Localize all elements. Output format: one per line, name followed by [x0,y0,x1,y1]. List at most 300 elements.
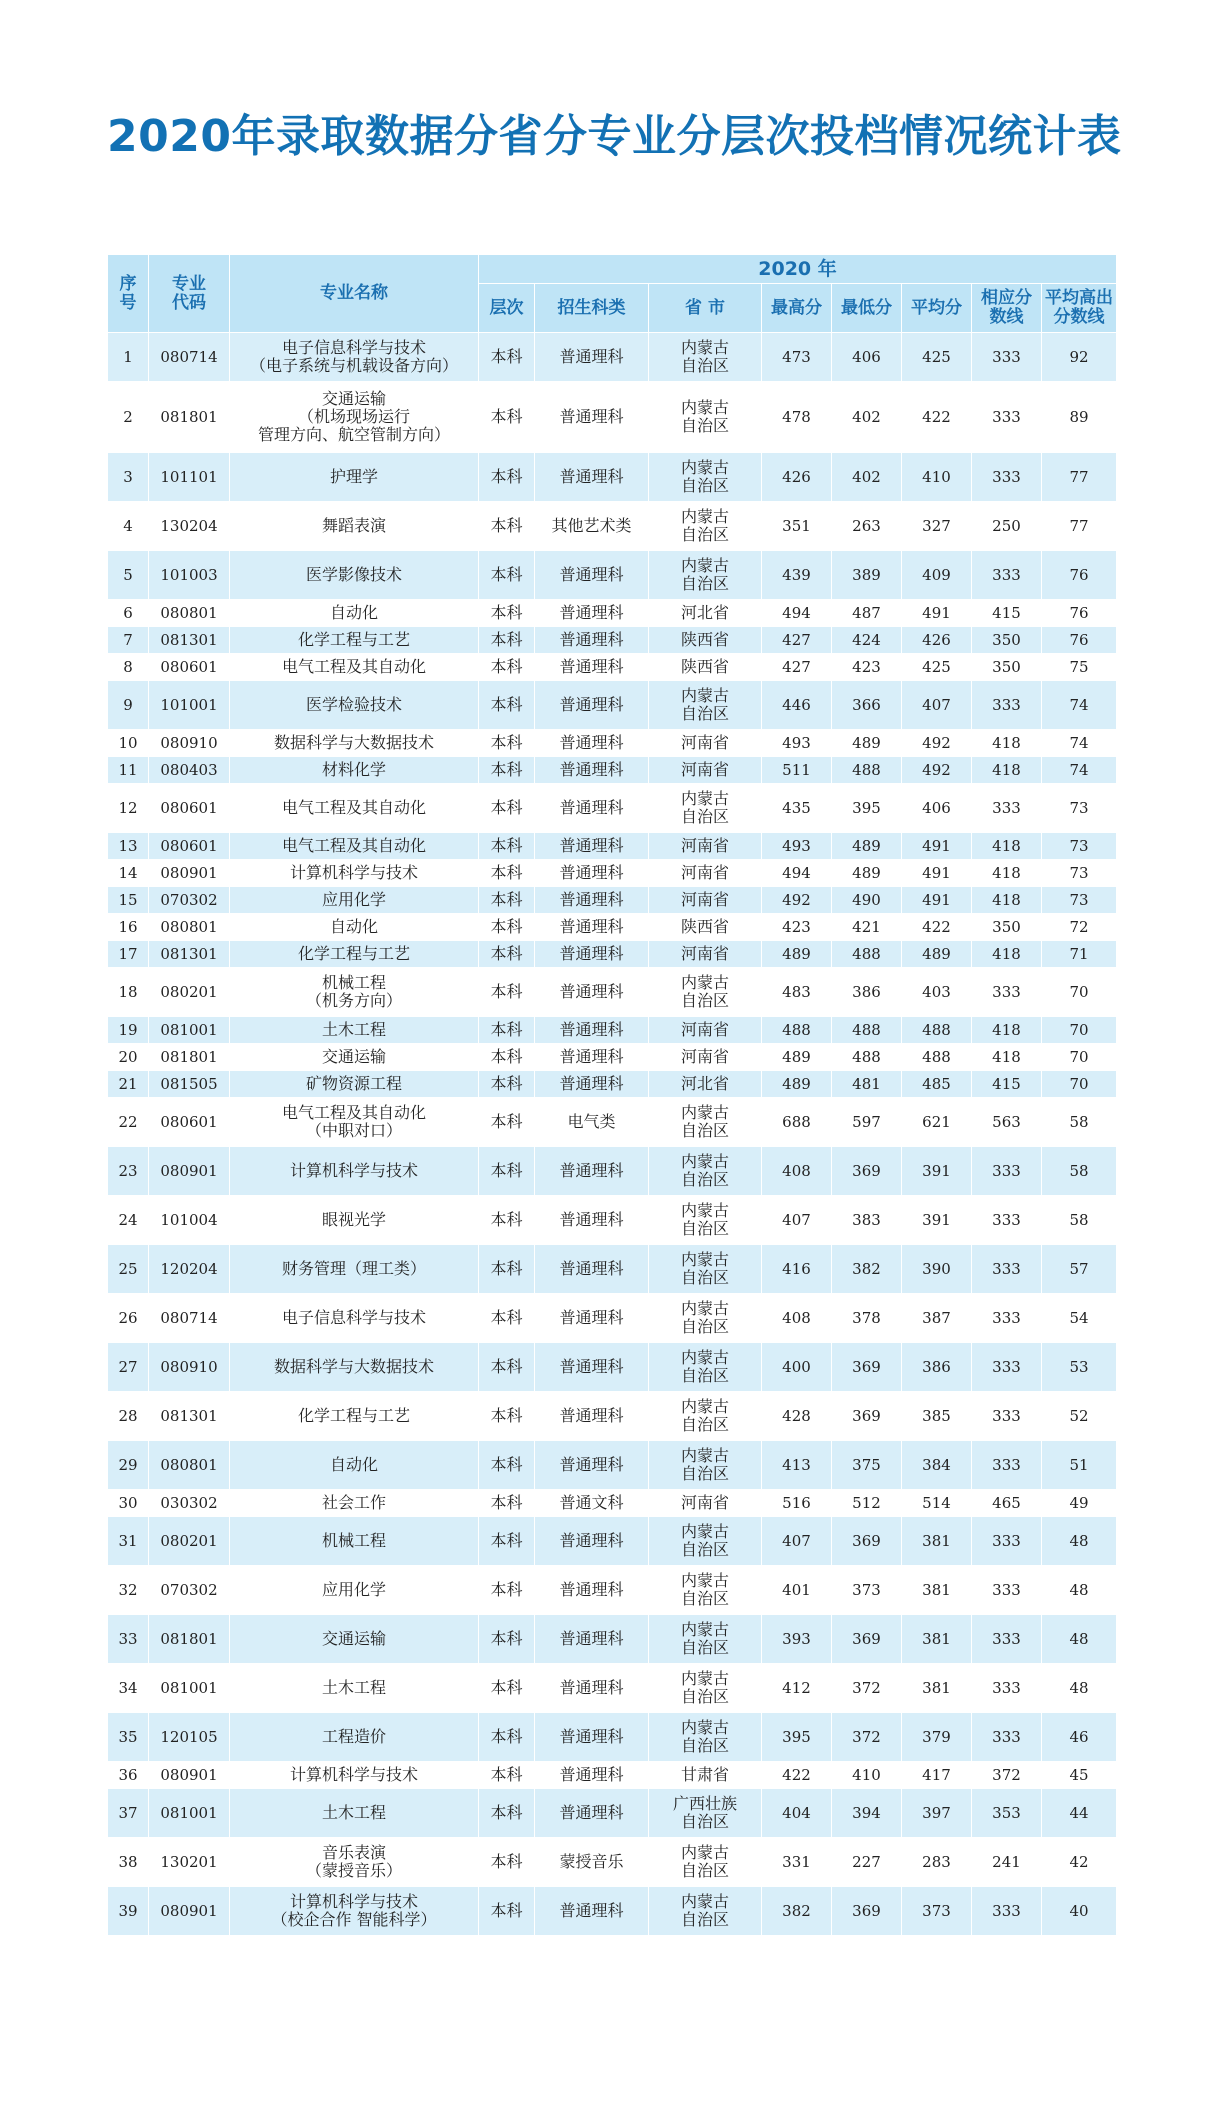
cell-line: 333 [972,1615,1042,1664]
cell-province-line: 自治区 [680,1121,729,1140]
cell-major [230,1196,479,1245]
cell-major-line: 眼视光学 [321,1210,386,1229]
header-avg: 平均分 [902,284,972,333]
cell-category: 普通理科 [535,1044,649,1071]
cell-province [649,1147,762,1196]
cell-above: 73 [1042,860,1117,887]
cell-major [230,784,479,833]
cell-province [649,382,762,453]
cell-province-line: 内蒙古 [680,1397,729,1416]
cell-province-line: 河南省 [680,890,729,909]
cell-province-line: 河北省 [680,1074,729,1093]
cell-major-line: 化学工程与工艺 [297,1406,410,1425]
cell-above: 73 [1042,833,1117,860]
cell-level: 本科 [479,1713,535,1762]
cell-province-line: 陕西省 [680,630,729,649]
table-row [108,1245,1117,1294]
cell-category: 普通理科 [535,1071,649,1098]
cell-seq: 7 [108,627,149,654]
cell-min: 369 [832,1517,902,1566]
cell-min: 383 [832,1196,902,1245]
cell-category: 普通理科 [535,833,649,860]
cell-seq: 11 [108,757,149,784]
cell-above: 44 [1042,1789,1117,1838]
cell-max: 423 [762,914,832,941]
cell-major-line: 工程造价 [321,1727,386,1746]
cell-level: 本科 [479,941,535,968]
cell-line: 350 [972,654,1042,681]
cell-major-line: 化学工程与工艺 [297,944,410,963]
cell-major [230,914,479,941]
cell-major [230,757,479,784]
cell-province-line: 内蒙古 [680,1446,729,1465]
cell-province-line: 内蒙古 [680,1522,729,1541]
cell-major-line: 电气工程及其自动化 [281,798,426,817]
cell-category: 普通理科 [535,887,649,914]
cell-above: 48 [1042,1566,1117,1615]
table-row [108,1615,1117,1664]
cell-code: 080901 [149,1147,230,1196]
cell-category: 蒙授音乐 [535,1838,649,1887]
cell-level: 本科 [479,1664,535,1713]
cell-above: 51 [1042,1441,1117,1490]
cell-avg: 621 [902,1098,972,1147]
cell-category: 普通理科 [535,757,649,784]
header-seq: 序 号 [108,255,149,333]
cell-level: 本科 [479,627,535,654]
cell-avg: 391 [902,1147,972,1196]
cell-seq: 12 [108,784,149,833]
table-row [108,1789,1117,1838]
cell-province [649,600,762,627]
cell-province-line: 内蒙古 [680,458,729,477]
cell-avg: 403 [902,968,972,1017]
cell-major [230,1713,479,1762]
cell-province [649,1098,762,1147]
cell-max: 446 [762,681,832,730]
cell-category: 普通理科 [535,1762,649,1789]
cell-avg: 381 [902,1566,972,1615]
cell-code: 081001 [149,1017,230,1044]
cell-province [649,1517,762,1566]
cell-line: 241 [972,1838,1042,1887]
cell-code: 081505 [149,1071,230,1098]
cell-province-line: 河北省 [680,603,729,622]
cell-code: 080910 [149,1343,230,1392]
cell-major-line: （机务方向） [305,991,402,1010]
cell-major-line: 社会工作 [321,1493,386,1512]
cell-province-line: 自治区 [680,1861,729,1880]
cell-avg: 397 [902,1789,972,1838]
cell-major-line: 音乐表演 [321,1843,386,1862]
cell-max: 331 [762,1838,832,1887]
cell-major-line: 电气工程及其自动化 [281,1103,426,1122]
table-row [108,1071,1117,1098]
cell-avg: 390 [902,1245,972,1294]
cell-province-line: 自治区 [680,1736,729,1755]
cell-province-line: 河南省 [680,1493,729,1512]
cell-seq: 13 [108,833,149,860]
cell-line: 333 [972,551,1042,600]
cell-seq: 38 [108,1838,149,1887]
table-row [108,1762,1117,1789]
cell-major-line: 自动化 [329,917,378,936]
cell-level: 本科 [479,860,535,887]
cell-category: 其他艺术类 [535,502,649,551]
cell-min: 406 [832,333,902,382]
cell-code: 080601 [149,654,230,681]
cell-category: 普通理科 [535,1245,649,1294]
table-row [108,968,1117,1017]
cell-above: 73 [1042,887,1117,914]
cell-above: 74 [1042,757,1117,784]
cell-code: 080901 [149,1762,230,1789]
cell-major-line: 计算机科学与技术 [289,863,418,882]
cell-province-line: 自治区 [680,525,729,544]
cell-above: 74 [1042,681,1117,730]
cell-province-line: 自治区 [680,991,729,1010]
cell-province-line: 内蒙古 [680,338,729,357]
cell-max: 478 [762,382,832,453]
cell-category: 普通理科 [535,1517,649,1566]
cell-seq: 32 [108,1566,149,1615]
cell-above: 48 [1042,1517,1117,1566]
cell-max: 408 [762,1147,832,1196]
cell-category: 普通理科 [535,1343,649,1392]
cell-seq: 36 [108,1762,149,1789]
table-row [108,600,1117,627]
cell-above: 48 [1042,1615,1117,1664]
header-province: 省 市 [649,284,762,333]
cell-province-line: 自治区 [680,1317,729,1336]
cell-above: 75 [1042,654,1117,681]
cell-max: 494 [762,860,832,887]
cell-province-line: 自治区 [680,1464,729,1483]
cell-level: 本科 [479,1615,535,1664]
cell-major [230,333,479,382]
cell-above: 77 [1042,502,1117,551]
cell-max: 408 [762,1294,832,1343]
cell-province [649,1566,762,1615]
cell-province [649,784,762,833]
cell-min: 488 [832,1044,902,1071]
cell-min: 373 [832,1566,902,1615]
cell-max: 483 [762,968,832,1017]
cell-level: 本科 [479,730,535,757]
cell-major-line: 化学工程与工艺 [297,630,410,649]
cell-code: 101001 [149,681,230,730]
cell-category: 普通理科 [535,1615,649,1664]
cell-major-line: 护理学 [329,467,378,486]
cell-major-line: 自动化 [329,1455,378,1474]
cell-line: 333 [972,1343,1042,1392]
cell-code: 080901 [149,1887,230,1936]
cell-category: 普通文科 [535,1490,649,1517]
cell-level: 本科 [479,1762,535,1789]
cell-avg: 417 [902,1762,972,1789]
cell-level: 本科 [479,551,535,600]
header-major: 专业名称 [230,255,479,333]
table-row [108,1441,1117,1490]
cell-level: 本科 [479,1245,535,1294]
cell-major [230,1517,479,1566]
cell-code: 080714 [149,333,230,382]
cell-category: 普通理科 [535,784,649,833]
table-row [108,1044,1117,1071]
cell-category: 普通理科 [535,1147,649,1196]
cell-province-line: 自治区 [680,704,729,723]
cell-seq: 19 [108,1017,149,1044]
cell-avg: 491 [902,887,972,914]
cell-min: 372 [832,1713,902,1762]
cell-seq: 31 [108,1517,149,1566]
cell-province-line: 内蒙古 [680,1152,729,1171]
cell-max: 489 [762,941,832,968]
cell-province-line: 内蒙古 [680,507,729,526]
cell-code: 080601 [149,784,230,833]
table-row [108,833,1117,860]
cell-level: 本科 [479,887,535,914]
cell-max: 412 [762,1664,832,1713]
cell-province [649,1245,762,1294]
cell-min: 395 [832,784,902,833]
cell-min: 369 [832,1392,902,1441]
header-year: 2020 年 [479,255,1117,284]
cell-major-line: 计算机科学与技术 [289,1161,418,1180]
cell-province-line: 河南省 [680,1047,729,1066]
cell-major-line: 电子信息科学与技术 [281,338,426,357]
cell-avg: 391 [902,1196,972,1245]
cell-province-line: 自治区 [680,1812,729,1831]
cell-province-line: 内蒙古 [680,1620,729,1639]
cell-above: 92 [1042,333,1117,382]
cell-min: 227 [832,1838,902,1887]
cell-line: 333 [972,1887,1042,1936]
cell-line: 333 [972,1441,1042,1490]
cell-max: 404 [762,1789,832,1838]
cell-major [230,1392,479,1441]
cell-min: 423 [832,654,902,681]
cell-avg: 385 [902,1392,972,1441]
cell-province [649,1196,762,1245]
table-row [108,654,1117,681]
cell-code: 080201 [149,1517,230,1566]
cell-above: 57 [1042,1245,1117,1294]
cell-code: 130201 [149,1838,230,1887]
cell-min: 378 [832,1294,902,1343]
table-row [108,1343,1117,1392]
cell-above: 49 [1042,1490,1117,1517]
cell-above: 42 [1042,1838,1117,1887]
cell-avg: 409 [902,551,972,600]
cell-province [649,654,762,681]
cell-province-line: 自治区 [680,1170,729,1189]
cell-province [649,1615,762,1664]
cell-line: 418 [972,860,1042,887]
cell-seq: 26 [108,1294,149,1343]
cell-line: 333 [972,681,1042,730]
cell-code: 120105 [149,1713,230,1762]
cell-seq: 17 [108,941,149,968]
table-row [108,1566,1117,1615]
cell-major [230,833,479,860]
cell-major-line: 土木工程 [321,1020,386,1039]
table-row [108,681,1117,730]
cell-avg: 485 [902,1071,972,1098]
cell-major [230,968,479,1017]
header-max: 最高分 [762,284,832,333]
table-row [108,887,1117,914]
cell-province-line: 甘肃省 [680,1765,729,1784]
cell-level: 本科 [479,1196,535,1245]
cell-major-line: 交通运输 [321,1047,386,1066]
cell-seq: 33 [108,1615,149,1664]
cell-avg: 491 [902,600,972,627]
cell-level: 本科 [479,382,535,453]
cell-major [230,1071,479,1098]
cell-major-line: 计算机科学与技术 [289,1765,418,1784]
cell-code: 070302 [149,887,230,914]
cell-max: 489 [762,1071,832,1098]
cell-province [649,453,762,502]
cell-seq: 15 [108,887,149,914]
cell-category: 普通理科 [535,681,649,730]
cell-province [649,1887,762,1936]
cell-avg: 379 [902,1713,972,1762]
header-level: 层次 [479,284,535,333]
cell-above: 52 [1042,1392,1117,1441]
cell-major-line: 机械工程 [321,1531,386,1550]
cell-avg: 488 [902,1044,972,1071]
cell-major-line: 土木工程 [321,1803,386,1822]
cell-min: 382 [832,1245,902,1294]
cell-province [649,627,762,654]
cell-min: 402 [832,382,902,453]
cell-avg: 384 [902,1441,972,1490]
cell-min: 263 [832,502,902,551]
cell-major [230,1147,479,1196]
cell-major [230,1017,479,1044]
cell-line: 333 [972,1713,1042,1762]
cell-max: 492 [762,887,832,914]
cell-max: 407 [762,1196,832,1245]
cell-line: 333 [972,382,1042,453]
cell-province [649,1343,762,1392]
cell-major-line: 电气工程及其自动化 [281,657,426,676]
cell-code: 080601 [149,833,230,860]
cell-major-line: 交通运输 [321,1629,386,1648]
cell-province [649,1294,762,1343]
cell-code: 101004 [149,1196,230,1245]
cell-major [230,1343,479,1392]
cell-seq: 2 [108,382,149,453]
cell-seq: 37 [108,1789,149,1838]
cell-min: 402 [832,453,902,502]
cell-seq: 3 [108,453,149,502]
cell-avg: 425 [902,654,972,681]
cell-seq: 9 [108,681,149,730]
cell-category: 普通理科 [535,333,649,382]
cell-avg: 327 [902,502,972,551]
cell-level: 本科 [479,1017,535,1044]
cell-province [649,502,762,551]
cell-avg: 488 [902,1017,972,1044]
cell-major-line: 机械工程 [321,973,386,992]
cell-seq: 18 [108,968,149,1017]
cell-min: 369 [832,1147,902,1196]
header-line: 相应分 数线 [972,284,1042,333]
cell-line: 465 [972,1490,1042,1517]
cell-avg: 373 [902,1887,972,1936]
cell-major-line: 交通运输 [321,389,386,408]
cell-major-line: （电子系统与机载设备方向） [249,356,458,375]
cell-province-line: 内蒙古 [680,789,729,808]
cell-min: 369 [832,1887,902,1936]
cell-line: 333 [972,1294,1042,1343]
cell-major-line: 矿物资源工程 [305,1074,402,1093]
cell-avg: 386 [902,1343,972,1392]
cell-max: 494 [762,600,832,627]
cell-province-line: 内蒙古 [680,1571,729,1590]
cell-code: 120204 [149,1245,230,1294]
table-row [108,1887,1117,1936]
cell-min: 369 [832,1343,902,1392]
cell-seq: 25 [108,1245,149,1294]
cell-major [230,1887,479,1936]
cell-level: 本科 [479,1044,535,1071]
cell-category: 普通理科 [535,627,649,654]
cell-province [649,1441,762,1490]
cell-major [230,382,479,453]
cell-major-line: （蒙授音乐） [305,1861,402,1880]
cell-line: 372 [972,1762,1042,1789]
table-row [108,333,1117,382]
cell-code: 080910 [149,730,230,757]
cell-above: 46 [1042,1713,1117,1762]
cell-level: 本科 [479,1441,535,1490]
cell-code: 081301 [149,627,230,654]
cell-level: 本科 [479,1566,535,1615]
cell-province-line: 内蒙古 [680,1892,729,1911]
cell-major-line: 电子信息科学与技术 [281,1308,426,1327]
cell-category: 普通理科 [535,1017,649,1044]
cell-code: 080801 [149,1441,230,1490]
cell-province [649,730,762,757]
cell-seq: 6 [108,600,149,627]
cell-category: 普通理科 [535,941,649,968]
cell-province-line: 河南省 [680,836,729,855]
cell-province-line: 自治区 [680,807,729,826]
cell-min: 481 [832,1071,902,1098]
header-above: 平均高出 分数线 [1042,284,1117,333]
table-row [108,502,1117,551]
admission-stats-table [107,254,1117,1936]
cell-line: 333 [972,1147,1042,1196]
cell-line: 350 [972,627,1042,654]
cell-code: 081001 [149,1664,230,1713]
cell-line: 333 [972,1664,1042,1713]
cell-seq: 34 [108,1664,149,1713]
cell-line: 563 [972,1098,1042,1147]
cell-above: 76 [1042,627,1117,654]
cell-province-line: 自治区 [680,1638,729,1657]
cell-category: 普通理科 [535,1441,649,1490]
cell-major [230,502,479,551]
cell-major [230,600,479,627]
cell-above: 76 [1042,600,1117,627]
cell-province [649,1044,762,1071]
table-row [108,1838,1117,1887]
